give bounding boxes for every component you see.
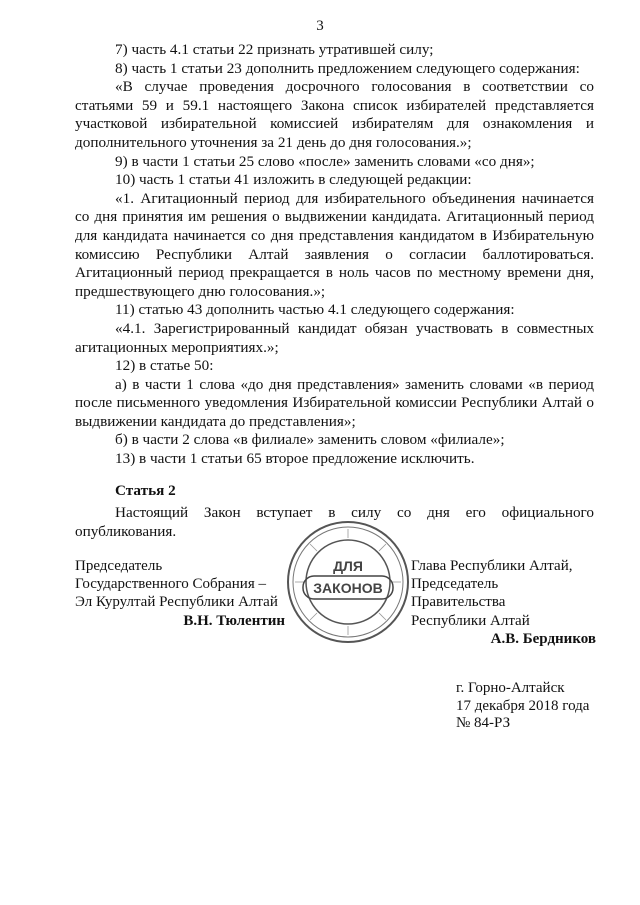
paragraph-item-8: 8) часть 1 статьи 23 дополнить предложением следующего содержания:	[115, 59, 580, 77]
city: г. Горно-Алтайск	[456, 680, 565, 696]
date: 17 декабря 2018 года	[456, 697, 590, 714]
paragraph-quote-11: «4.1. Зарегистрированный кандидат обязан участвовать в совместных агитационных мероприятиях.»;	[75, 319, 594, 356]
signature-right-name: А.В. Бердников	[490, 630, 596, 647]
signature-right-title-3: Республики Алтай	[411, 612, 530, 629]
paragraph-item-12: 12) в статье 50:	[115, 357, 214, 375]
paragraph-item-7: 7) часть 4.1 статьи 22 признать утратившей силу;	[115, 41, 434, 58]
signature-left-name: В.Н. Тюлентин	[183, 612, 285, 629]
seal-stamp-icon	[286, 520, 410, 644]
signature-right-title-1: Глава Республики Алтай,	[411, 558, 573, 574]
amendments-text	[75, 41, 594, 541]
signature-right-title-2: Председатель Правительства	[411, 576, 506, 611]
signature-right	[411, 557, 596, 648]
paragraph-quote-8: «В случае проведения досрочного голосования в соответствии со статьями 59 и 59.1 настоящего Закона список избирателей представляется участковой избирательной комиссией избирателям для ознакомления и дополнительного уточнения за 21 день до дня голосования.»;	[75, 78, 594, 151]
paragraph-quote-10: «1. Агитационный период для избирательного объединения начинается со дня принятия им решения о выдвижении кандидата. Агитационный период для кандидата начинается со дня представления кандидатом в Избирательную комиссию Республики Алтай заявления о согласии баллотироваться. Агитационный период прекращается в ноль часов по местному времени дня, предшествующего дню голосования.»;	[75, 189, 594, 300]
paragraph-item-13: 13) в части 1 статьи 65 второе предложение исключить.	[115, 450, 475, 468]
signature-left-title-3: Эл Курултай Республики Алтай	[75, 594, 278, 611]
law-number: № 84-РЗ	[456, 715, 511, 732]
paragraph-item-11: 11) статью 43 дополнить частью 4.1 следующего содержания:	[115, 301, 515, 319]
article-2-text: Настоящий Закон вступает в силу со дня его официального опубликования.	[75, 504, 594, 540]
stamp-text-line-2: ЗАКОНОВ	[313, 580, 383, 596]
signature-left-title-2: Государственного Собрания –	[75, 576, 266, 593]
article-2-heading: Статья 2	[115, 481, 176, 499]
paragraph-item-12b: б) в части 2 слова «в филиале» заменить словом «филиале»;	[115, 431, 505, 449]
signature-left	[75, 557, 285, 630]
stamp-text-line-1: ДЛЯ	[333, 558, 363, 574]
place-date-number	[456, 680, 616, 733]
signature-left-title-1: Председатель	[75, 558, 163, 574]
page-number: 3	[316, 18, 324, 34]
paragraph-item-10: 10) часть 1 статьи 41 изложить в следующей редакции:	[115, 171, 472, 189]
paragraph-item-9: 9) в части 1 статьи 25 слово «после» заменить словами «со дня»;	[115, 152, 535, 170]
paragraph-item-12a: а) в части 1 слова «до дня представления» заменить словами «в период после письменного уведомления Избирательной комиссии Республики Алтай о выдвижении кандидата до представления»;	[75, 375, 594, 430]
